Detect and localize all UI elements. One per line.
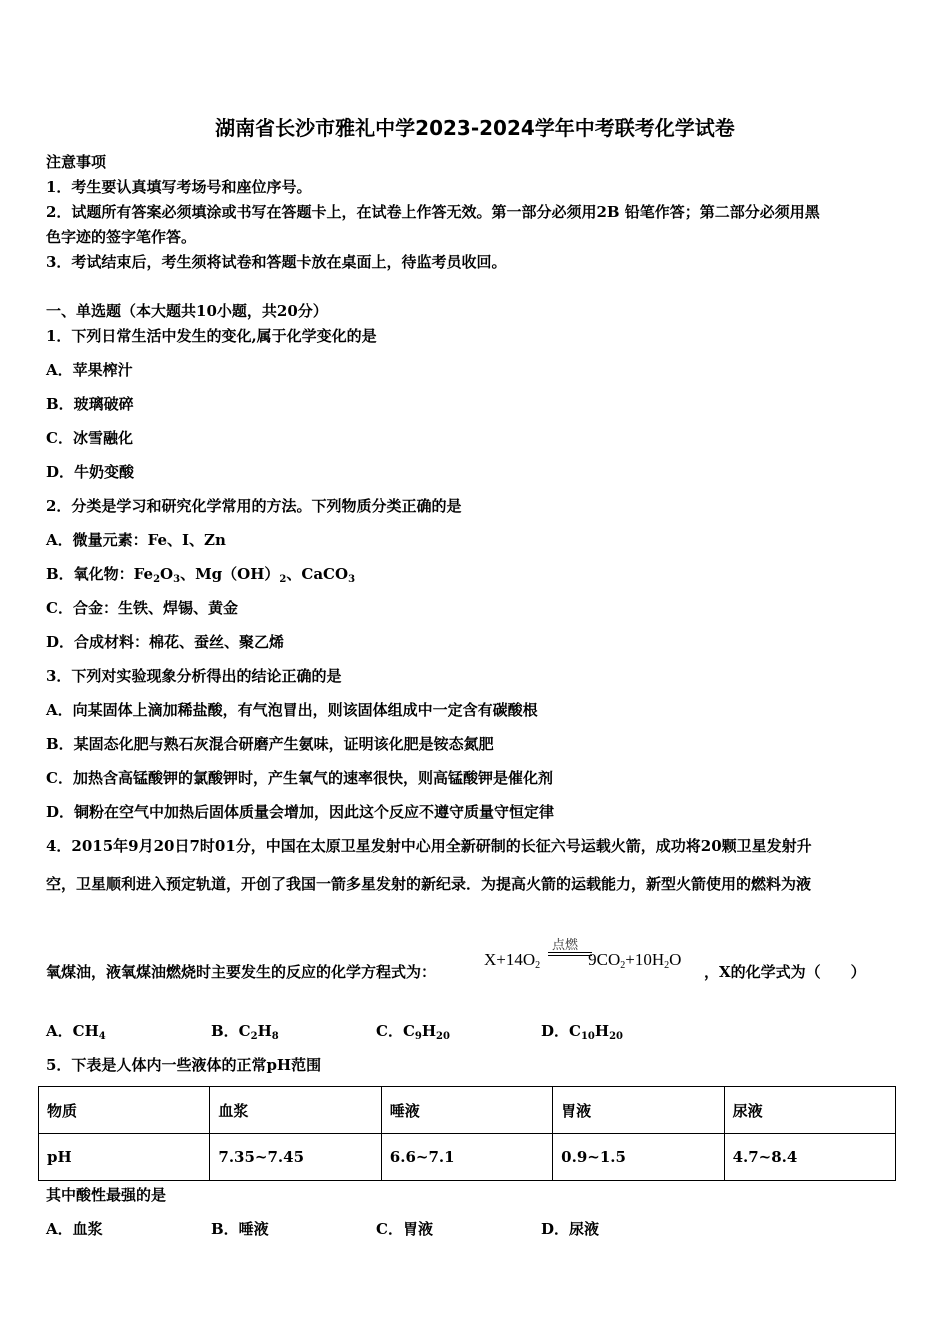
notice-item: 2．试题所有答案必须填涂或书写在答题卡上，在试卷上作答无效。第一部分必须用2B 铅笔作答；第二部分必须用黑 <box>46 203 820 221</box>
table-cell: 0.9~1.5 <box>553 1134 724 1181</box>
question-2-option-a: A．微量元素：Fe、I、Zn <box>46 531 226 549</box>
question-5-question: 其中酸性最强的是 <box>46 1186 167 1204</box>
notice-item: 色字迹的签字笔作答。 <box>46 228 197 246</box>
question-2-stem: 2．分类是学习和研究化学常用的方法。下列物质分类正确的是 <box>46 497 462 515</box>
table-header-cell: 血浆 <box>210 1087 381 1134</box>
question-3-option-d: D．铜粉在空气中加热后固体质量会增加，因此这个反应不遵守质量守恒定律 <box>46 803 555 821</box>
section-heading: 一、单选题（本大题共10小题，共20分） <box>46 302 328 320</box>
question-5-option-b: B．唾液 <box>211 1220 269 1238</box>
table-cell: 4.7~8.4 <box>724 1134 895 1181</box>
question-3-option-b: B．某固态化肥与熟石灰混合研磨产生氨味，证明该化肥是铵态氮肥 <box>46 735 494 753</box>
ph-table <box>38 1086 896 1181</box>
question-3-stem: 3．下列对实验现象分析得出的结论正确的是 <box>46 667 342 685</box>
notice-heading: 注意事项 <box>46 153 107 171</box>
question-2-option-b: B．氧化物：$Fe_2O_3$、$Mg(OH)_2$、CaCO$_3$ <box>46 565 356 585</box>
table-cell: 7.35~7.45 <box>210 1134 381 1181</box>
question-5-option-d: D．尿液 <box>541 1220 600 1238</box>
table-cell: pH <box>39 1134 210 1181</box>
equation-condition: 点燃 <box>552 938 579 953</box>
table-row <box>39 1087 896 1134</box>
question-4-line: 氧煤油，液氧煤油燃烧时主要发生的反应的化学方程式为： <box>46 963 437 981</box>
question-5-option-a: A．血浆 <box>46 1220 103 1238</box>
question-5-option-c: C．胃液 <box>376 1220 433 1238</box>
question-3-option-a: A．向某固体上滴加稀盐酸，有气泡冒出，则该固体组成中一定含有碳酸根 <box>46 701 538 719</box>
question-4-option-d: D．$C_{10}H_{20}$ <box>541 1022 623 1042</box>
question-1-stem: 1．下列日常生活中发生的变化,属于化学变化的是 <box>46 327 377 345</box>
question-1-option-c: C．冰雪融化 <box>46 429 133 447</box>
notice-item: 1．考生要认真填写考场号和座位序号。 <box>46 178 312 196</box>
notice-item: 3．考试结束后，考生须将试卷和答题卡放在桌面上，待监考员收回。 <box>46 253 507 271</box>
question-2-option-c: C．合金：生铁、焊锡、黄金 <box>46 599 238 617</box>
chemical-equation: $X+14O_2$ $9CO_2+10H_2O$ <box>484 950 682 971</box>
question-4-line: 空，卫星顺利进入预定轨道，开创了我国一箭多星发射的新纪录．为提高火箭的运载能力，新型火箭使用的燃料为液 <box>46 875 812 893</box>
question-1-option-a: A．苹果榨汁 <box>46 361 133 379</box>
table-cell: 6.6~7.1 <box>381 1134 552 1181</box>
page-title: 湖南省长沙市雅礼中学2023-2024学年中考联考化学试卷 <box>215 116 735 140</box>
question-4-option-c: C．$C_9H_{20}$ <box>376 1022 450 1042</box>
question-4-line: ，X的化学式为（ ） <box>704 963 866 981</box>
question-4-option-b: B．$C_2H_8$ <box>211 1022 279 1042</box>
question-3-option-c: C．加热含高锰酸钾的氯酸钾时，产生氧气的速率很快，则高锰酸钾是催化剂 <box>46 769 553 787</box>
question-2-option-d: D．合成材料：棉花、蚕丝、聚乙烯 <box>46 633 285 651</box>
question-1-option-b: B．玻璃破碎 <box>46 395 134 413</box>
table-row <box>39 1134 896 1181</box>
table-header-cell: 物质 <box>39 1087 210 1134</box>
question-4-line: 4．2015年9月20日7时01分，中国在太原卫星发射中心用全新研制的长征六号运载火箭，成功将20颗卫星发射升 <box>46 837 812 855</box>
table-header-cell: 尿液 <box>724 1087 895 1134</box>
table-header-cell: 唾液 <box>381 1087 552 1134</box>
question-5-stem: 5．下表是人体内一些液体的正常pH范围 <box>46 1056 322 1074</box>
table-header-cell: 胃液 <box>553 1087 724 1134</box>
question-4-option-a: A．$CH_4$ <box>46 1022 106 1042</box>
question-1-option-d: D．牛奶变酸 <box>46 463 135 481</box>
